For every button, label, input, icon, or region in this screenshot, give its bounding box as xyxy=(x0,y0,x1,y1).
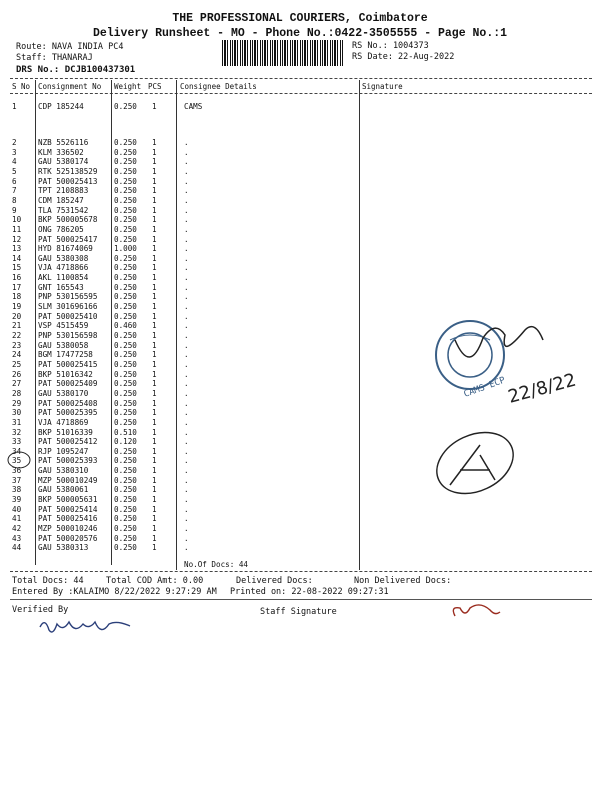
row-pcs: 1 xyxy=(152,292,157,302)
printed-on: Printed on: 22-08-2022 09:27:31 xyxy=(230,587,389,597)
row-cons: PAT 500025410 xyxy=(38,311,98,321)
row-dot: . xyxy=(184,166,189,176)
row-cons: BKP 500005678 xyxy=(38,215,98,225)
row-sno: 2 xyxy=(12,138,17,147)
row-sno: 27 xyxy=(12,379,22,389)
row-cons: SLM 301696166 xyxy=(38,302,98,312)
table-row xyxy=(0,168,600,176)
row-cons: RJP 1095247 xyxy=(38,446,89,456)
row-cons: AKL 1100854 xyxy=(38,273,89,283)
row-pcs: 1 xyxy=(152,514,157,524)
row-weight: 0.250 xyxy=(114,475,137,485)
row-pcs: 1 xyxy=(152,253,157,263)
row-dot: . xyxy=(184,437,189,447)
row-sno: 19 xyxy=(12,302,22,312)
row-weight: 0.250 xyxy=(114,350,137,360)
row-dot: . xyxy=(184,350,189,360)
row-pcs: 1 xyxy=(152,186,157,196)
row-sno: 32 xyxy=(12,427,22,437)
row-pcs: 1 xyxy=(152,102,157,111)
row-sno: 6 xyxy=(12,176,17,186)
row-pcs: 1 xyxy=(152,302,157,312)
row-cons: HYD 81674069 xyxy=(38,244,93,254)
row-sno: 20 xyxy=(12,311,22,321)
row-cons: BGM 17477258 xyxy=(38,350,93,360)
row-pcs: 1 xyxy=(152,524,157,533)
row-weight: 0.460 xyxy=(114,321,137,331)
table-row xyxy=(0,178,600,186)
table-row xyxy=(0,103,600,111)
row-pcs: 1 xyxy=(152,437,157,447)
row-cons: PNP 530156598 xyxy=(38,331,98,340)
row-dot: . xyxy=(184,224,189,234)
row-dot: . xyxy=(184,292,189,302)
row-dot: . xyxy=(184,398,189,408)
row-dot: . xyxy=(184,533,189,543)
row-weight: 0.120 xyxy=(114,437,137,447)
table-row xyxy=(0,158,600,166)
row-sno: 9 xyxy=(12,205,17,215)
row-sno: 4 xyxy=(12,157,17,167)
col-sno: S No xyxy=(12,82,31,91)
row-cons: PNP 530156595 xyxy=(38,292,98,302)
row-dot: . xyxy=(184,340,189,350)
row-sno: 12 xyxy=(12,234,22,244)
table-row xyxy=(0,506,600,514)
row-pcs: 1 xyxy=(152,224,157,234)
row-weight: 0.250 xyxy=(114,147,137,157)
row-cons: TPT 2108883 xyxy=(38,186,89,196)
row-weight: 0.250 xyxy=(114,273,137,283)
row-sno: 11 xyxy=(12,224,22,234)
row-cons: GAU 5380170 xyxy=(38,388,89,398)
cams-stamp-icon xyxy=(425,300,585,420)
row-weight: 0.250 xyxy=(114,495,137,505)
row-weight: 0.250 xyxy=(114,282,137,292)
row-sno: 5 xyxy=(12,166,17,176)
row-weight: 0.250 xyxy=(114,340,137,350)
entered-by: Entered By :KALAIMO 8/22/2022 9:27:29 AM xyxy=(12,587,217,597)
rs-date: RS Date: 22-Aug-2022 xyxy=(352,52,455,62)
row-sno: 40 xyxy=(12,504,22,514)
row-sno: 1 xyxy=(12,102,17,111)
row-dot: . xyxy=(184,147,189,157)
staff-signature-icon xyxy=(445,596,505,626)
row-pcs: 1 xyxy=(152,244,157,254)
row-cons: PAT 500025412 xyxy=(38,437,98,447)
staff-signature-label: Staff Signature xyxy=(260,607,337,617)
row-sno: 29 xyxy=(12,398,22,408)
table-row xyxy=(0,535,600,543)
row-dot: . xyxy=(184,504,189,514)
row-dot: . xyxy=(184,205,189,215)
table-row xyxy=(0,226,600,234)
table-row xyxy=(0,544,600,552)
row-pcs: 1 xyxy=(152,273,157,283)
row-cons: MZP 500010246 xyxy=(38,524,98,533)
row-weight: 0.250 xyxy=(114,195,137,205)
row-dot: . xyxy=(184,446,189,456)
row-cons: BKP 500005631 xyxy=(38,495,98,505)
row-cons: PAT 500025415 xyxy=(38,359,98,369)
row-weight: 0.250 xyxy=(114,205,137,215)
circle-mark-icon xyxy=(5,446,35,470)
row-dot: . xyxy=(184,282,189,292)
row-weight: 0.250 xyxy=(114,302,137,312)
row-cons: PAT 500025393 xyxy=(38,456,98,466)
row-sno: 21 xyxy=(12,321,22,331)
row-cons: PAT 500025417 xyxy=(38,234,98,244)
row-dot: . xyxy=(184,427,189,437)
route-label: Route: NAVA INDIA PC4 xyxy=(16,42,124,52)
verifier-signature-icon xyxy=(35,612,135,640)
barcode xyxy=(222,40,344,66)
row-pcs: 1 xyxy=(152,176,157,186)
row-cons: RTK 525138529 xyxy=(38,166,98,176)
row-sno: 42 xyxy=(12,524,22,533)
row-sno: 35 xyxy=(12,456,22,466)
row-dot: . xyxy=(184,466,189,476)
row-sno: 25 xyxy=(12,359,22,369)
table-row xyxy=(0,255,600,263)
row-cons: GAU 5380058 xyxy=(38,340,89,350)
row-pcs: 1 xyxy=(152,205,157,215)
row-pcs: 1 xyxy=(152,350,157,360)
table-row xyxy=(0,274,600,282)
total-docs: Total Docs: 44 xyxy=(12,576,84,586)
row-cons: VSP 4515459 xyxy=(38,321,89,331)
bottom-rule xyxy=(10,571,592,572)
row-weight: 0.250 xyxy=(114,331,137,340)
row-sno: 37 xyxy=(12,475,22,485)
row-cons: VJA 4718866 xyxy=(38,263,89,273)
row-pcs: 1 xyxy=(152,147,157,157)
table-row xyxy=(0,525,600,533)
row-pcs: 1 xyxy=(152,331,157,340)
row-cons: GAU 5380310 xyxy=(38,466,89,476)
row-cons: GAU 5380313 xyxy=(38,543,89,553)
no-of-docs: No.Of Docs: 44 xyxy=(184,560,249,569)
row-cons: BKP 51016342 xyxy=(38,369,93,379)
row-dot: . xyxy=(184,157,189,167)
row-dot: . xyxy=(184,176,189,186)
table-row xyxy=(0,236,600,244)
row-pcs: 1 xyxy=(152,359,157,369)
table-row xyxy=(0,207,600,215)
delivered-docs: Delivered Docs: xyxy=(236,576,313,586)
runsheet-subtitle: Delivery Runsheet - MO - Phone No.:0422-3505555 - Page No.:1 xyxy=(92,27,508,40)
row-pcs: 1 xyxy=(152,466,157,476)
row-weight: 0.250 xyxy=(114,456,137,466)
row-weight: 0.250 xyxy=(114,485,137,495)
row-weight: 0.250 xyxy=(114,504,137,514)
row-sno: 34 xyxy=(12,446,22,456)
row-weight: 0.250 xyxy=(114,543,137,553)
row-weight: 0.250 xyxy=(114,224,137,234)
row-weight: 0.250 xyxy=(114,234,137,244)
row-pcs: 1 xyxy=(152,138,157,147)
row-dot: . xyxy=(184,273,189,283)
row-cons: PAT 500025408 xyxy=(38,398,98,408)
row-pcs: 1 xyxy=(152,398,157,408)
table-row xyxy=(0,149,600,157)
row-weight: 0.250 xyxy=(114,166,137,176)
row-sno: 10 xyxy=(12,215,22,225)
row-sno: 15 xyxy=(12,263,22,273)
row-pcs: 1 xyxy=(152,388,157,398)
row-weight: 0.250 xyxy=(114,398,137,408)
row-weight: 0.250 xyxy=(114,102,137,111)
table-row xyxy=(0,284,600,292)
row-sno: 22 xyxy=(12,331,22,340)
row-weight: 0.250 xyxy=(114,138,137,147)
row-pcs: 1 xyxy=(152,166,157,176)
row-weight: 0.250 xyxy=(114,253,137,263)
svg-text:CAMS ECP: CAMS ECP xyxy=(462,375,507,400)
row-cons: GAU 5380308 xyxy=(38,253,89,263)
row-sno: 13 xyxy=(12,244,22,254)
row-cons: PAT 500025416 xyxy=(38,514,98,524)
row-pcs: 1 xyxy=(152,504,157,514)
row-sno: 31 xyxy=(12,417,22,427)
row-pcs: 1 xyxy=(152,533,157,543)
row-sno: 38 xyxy=(12,485,22,495)
col-consignee: Consignee Details xyxy=(180,82,257,91)
row-pcs: 1 xyxy=(152,427,157,437)
row-pcs: 1 xyxy=(152,369,157,379)
row-cons: GAU 5380174 xyxy=(38,157,89,167)
row-dot: . xyxy=(184,321,189,331)
row-weight: 0.250 xyxy=(114,388,137,398)
row-dot: . xyxy=(184,369,189,379)
row-dot: . xyxy=(184,138,189,147)
row-cons: CDM 185247 xyxy=(38,195,84,205)
row-consignee: CAMS xyxy=(184,102,203,111)
row-pcs: 1 xyxy=(152,485,157,495)
row-pcs: 1 xyxy=(152,311,157,321)
row-sno: 39 xyxy=(12,495,22,505)
row-weight: 0.250 xyxy=(114,379,137,389)
row-pcs: 1 xyxy=(152,234,157,244)
row-cons: MZP 500010249 xyxy=(38,475,98,485)
row-weight: 0.250 xyxy=(114,186,137,196)
row-dot: . xyxy=(184,331,189,340)
row-dot: . xyxy=(184,253,189,263)
row-dot: . xyxy=(184,195,189,205)
row-cons: NZB 5526116 xyxy=(38,138,89,147)
drs-number: DRS No.: DCJB100437301 xyxy=(16,65,136,75)
row-weight: 0.250 xyxy=(114,446,137,456)
row-pcs: 1 xyxy=(152,215,157,225)
row-sno: 7 xyxy=(12,186,17,196)
total-cod: Total COD Amt: 0.00 xyxy=(106,576,204,586)
table-row xyxy=(0,187,600,195)
row-weight: 1.000 xyxy=(114,244,137,254)
svg-text:22/8/22: 22/8/22 xyxy=(505,369,579,408)
row-dot: . xyxy=(184,408,189,418)
row-cons: PAT 500025414 xyxy=(38,504,98,514)
row-sno: 33 xyxy=(12,437,22,447)
row-sno: 3 xyxy=(12,147,17,157)
table-row xyxy=(0,264,600,272)
row-weight: 0.510 xyxy=(114,427,137,437)
row-dot: . xyxy=(184,244,189,254)
row-weight: 0.250 xyxy=(114,369,137,379)
company-title: THE PROFESSIONAL COURIERS, Coimbatore xyxy=(172,12,428,25)
row-pcs: 1 xyxy=(152,408,157,418)
row-consignment: CDP 185244 xyxy=(38,102,84,111)
row-cons: TLA 7531542 xyxy=(38,205,89,215)
row-pcs: 1 xyxy=(152,379,157,389)
delivery-scribble-icon xyxy=(420,425,530,505)
row-sno: 41 xyxy=(12,514,22,524)
table-row xyxy=(0,515,600,523)
row-dot: . xyxy=(184,311,189,321)
row-weight: 0.250 xyxy=(114,311,137,321)
row-dot: . xyxy=(184,379,189,389)
row-dot: . xyxy=(184,514,189,524)
table-row xyxy=(0,245,600,253)
row-dot: . xyxy=(184,234,189,244)
col-pcs: PCS xyxy=(148,82,162,91)
row-pcs: 1 xyxy=(152,282,157,292)
row-sno: 8 xyxy=(12,195,17,205)
row-dot: . xyxy=(184,475,189,485)
row-weight: 0.250 xyxy=(114,263,137,273)
top-rule xyxy=(10,78,592,79)
row-sno: 28 xyxy=(12,388,22,398)
non-delivered-docs: Non Delivered Docs: xyxy=(354,576,452,586)
row-sno: 23 xyxy=(12,340,22,350)
row-pcs: 1 xyxy=(152,157,157,167)
row-sno: 44 xyxy=(12,543,22,553)
row-sno: 17 xyxy=(12,282,22,292)
rs-number: RS No.: 1004373 xyxy=(352,41,429,51)
row-pcs: 1 xyxy=(152,321,157,331)
row-pcs: 1 xyxy=(152,543,157,553)
row-weight: 0.250 xyxy=(114,466,137,476)
row-sno: 26 xyxy=(12,369,22,379)
row-dot: . xyxy=(184,543,189,553)
col-consignment: Consignment No xyxy=(38,82,102,91)
row-cons: PAT 500025413 xyxy=(38,176,98,186)
row-pcs: 1 xyxy=(152,340,157,350)
col-signature: Signature xyxy=(362,82,403,91)
row-weight: 0.250 xyxy=(114,408,137,418)
row-pcs: 1 xyxy=(152,495,157,505)
row-dot: . xyxy=(184,186,189,196)
row-sno: 16 xyxy=(12,273,22,283)
row-weight: 0.250 xyxy=(114,292,137,302)
row-cons: VJA 4718869 xyxy=(38,417,89,427)
row-sno: 30 xyxy=(12,408,22,418)
row-dot: . xyxy=(184,359,189,369)
row-cons: ONG 786205 xyxy=(38,224,84,234)
row-sno: 24 xyxy=(12,350,22,360)
row-weight: 0.250 xyxy=(114,524,137,533)
row-sno: 18 xyxy=(12,292,22,302)
row-dot: . xyxy=(184,302,189,312)
table-row xyxy=(0,197,600,205)
row-weight: 0.250 xyxy=(114,176,137,186)
verified-by: Verified By xyxy=(12,605,69,615)
row-pcs: 1 xyxy=(152,195,157,205)
row-cons: PAT 500025395 xyxy=(38,408,98,418)
row-weight: 0.250 xyxy=(114,514,137,524)
row-cons: GAU 5380061 xyxy=(38,485,89,495)
row-dot: . xyxy=(184,524,189,533)
table-row xyxy=(0,139,600,147)
row-cons: BKP 51016339 xyxy=(38,427,93,437)
row-pcs: 1 xyxy=(152,475,157,485)
row-weight: 0.250 xyxy=(114,417,137,427)
row-cons: PAT 500025409 xyxy=(38,379,98,389)
row-dot: . xyxy=(184,485,189,495)
row-weight: 0.250 xyxy=(114,533,137,543)
row-cons: GNT 165543 xyxy=(38,282,84,292)
row-dot: . xyxy=(184,495,189,505)
row-sno: 14 xyxy=(12,253,22,263)
row-sno: 36 xyxy=(12,466,22,476)
row-weight: 0.250 xyxy=(114,215,137,225)
row-dot: . xyxy=(184,388,189,398)
row-dot: . xyxy=(184,456,189,466)
row-pcs: 1 xyxy=(152,446,157,456)
row-cons: PAT 500020576 xyxy=(38,533,98,543)
row-cons: KLM 336502 xyxy=(38,147,84,157)
row-sno: 43 xyxy=(12,533,22,543)
row-pcs: 1 xyxy=(152,263,157,273)
table-header xyxy=(0,83,600,91)
col-weight: Weight xyxy=(114,82,142,91)
row-weight: 0.250 xyxy=(114,359,137,369)
row-dot: . xyxy=(184,417,189,427)
row-weight: 0.250 xyxy=(114,157,137,167)
header-rule xyxy=(10,93,592,94)
staff-label: Staff: THANARAJ xyxy=(16,53,93,63)
row-pcs: 1 xyxy=(152,456,157,466)
table-row xyxy=(0,216,600,224)
row-dot: . xyxy=(184,263,189,273)
row-pcs: 1 xyxy=(152,417,157,427)
row-dot: . xyxy=(184,215,189,225)
